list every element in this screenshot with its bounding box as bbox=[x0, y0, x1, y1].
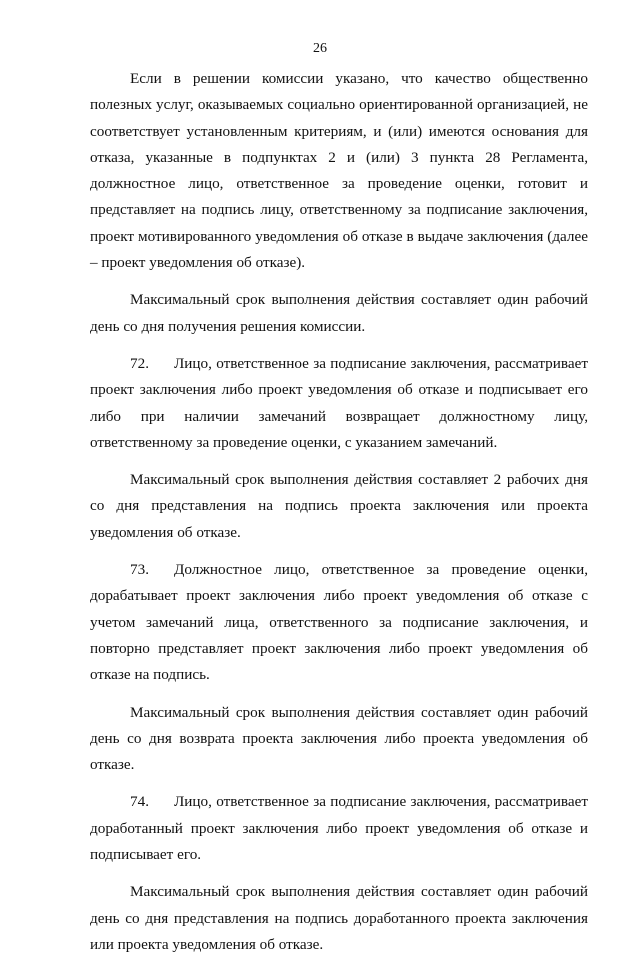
paragraph-number: 74. bbox=[130, 793, 149, 811]
document-body bbox=[90, 66, 588, 958]
paragraph bbox=[90, 287, 588, 340]
numbered-paragraph bbox=[90, 557, 588, 688]
numbered-paragraph bbox=[90, 351, 588, 456]
paragraph-text: Лицо, ответственное за подписание заключения, рассматривает проект заключения либо проект уведомления об отказе и подписывает его либо при наличии замечаний возвращает должностному лицу, ответственному за проведение оценки, с указанием замечаний. bbox=[90, 354, 588, 451]
paragraph-text: Максимальный срок выполнения действия составляет один рабочий день со дня получения решения комиссии. bbox=[90, 291, 588, 335]
paragraph bbox=[90, 467, 588, 546]
paragraph bbox=[90, 700, 588, 779]
paragraph-text: Максимальный срок выполнения действия составляет один рабочий день со дня представления на подпись доработанного проекта заключения или проекта уведомления об отказе. bbox=[90, 883, 588, 953]
paragraph-text: Должностное лицо, ответственное за проведение оценки, дорабатывает проект заключения либо проект уведомления об отказе с учетом замечаний лица, ответственного за подписание заключения, и повторно представляет проект заключения либо проект уведомления об отказе на подпись. bbox=[90, 561, 588, 684]
numbered-paragraph bbox=[90, 789, 588, 868]
paragraph bbox=[90, 66, 588, 276]
paragraph-number: 72. bbox=[130, 354, 149, 372]
paragraph-text: Максимальный срок выполнения действия составляет 2 рабочих дня со дня представления на подпись проекта заключения или проекта уведомления об отказе. bbox=[90, 471, 588, 541]
paragraph-text: Лицо, ответственное за подписание заключения, рассматривает доработанный проект заключения либо проект уведомления об отказе и подписывает его. bbox=[90, 793, 588, 864]
paragraph-text: Если в решении комиссии указано, что качество общественно полезных услуг, оказываемых социально ориентированной организацией, не соответствует установленным критериям, и (или) имеются основания для отказа, указанные в подпунктах 2 и (или) 3 пункта 28 Регламента, должностное лицо, ответственное за проведение оценки, готовит и представляет на подпись лицу, ответственному за подписание заключения, проект мотивированного уведомления об отказе в выдаче заключения (далее – проект уведомления об отказе). bbox=[90, 70, 588, 272]
paragraph-text: Максимальный срок выполнения действия составляет один рабочий день со дня возврата проекта заключения либо проекта уведомления об отказе. bbox=[90, 703, 588, 774]
page-number: 26 bbox=[313, 41, 327, 56]
paragraph bbox=[90, 879, 588, 958]
paragraph-number: 73. bbox=[130, 561, 149, 579]
